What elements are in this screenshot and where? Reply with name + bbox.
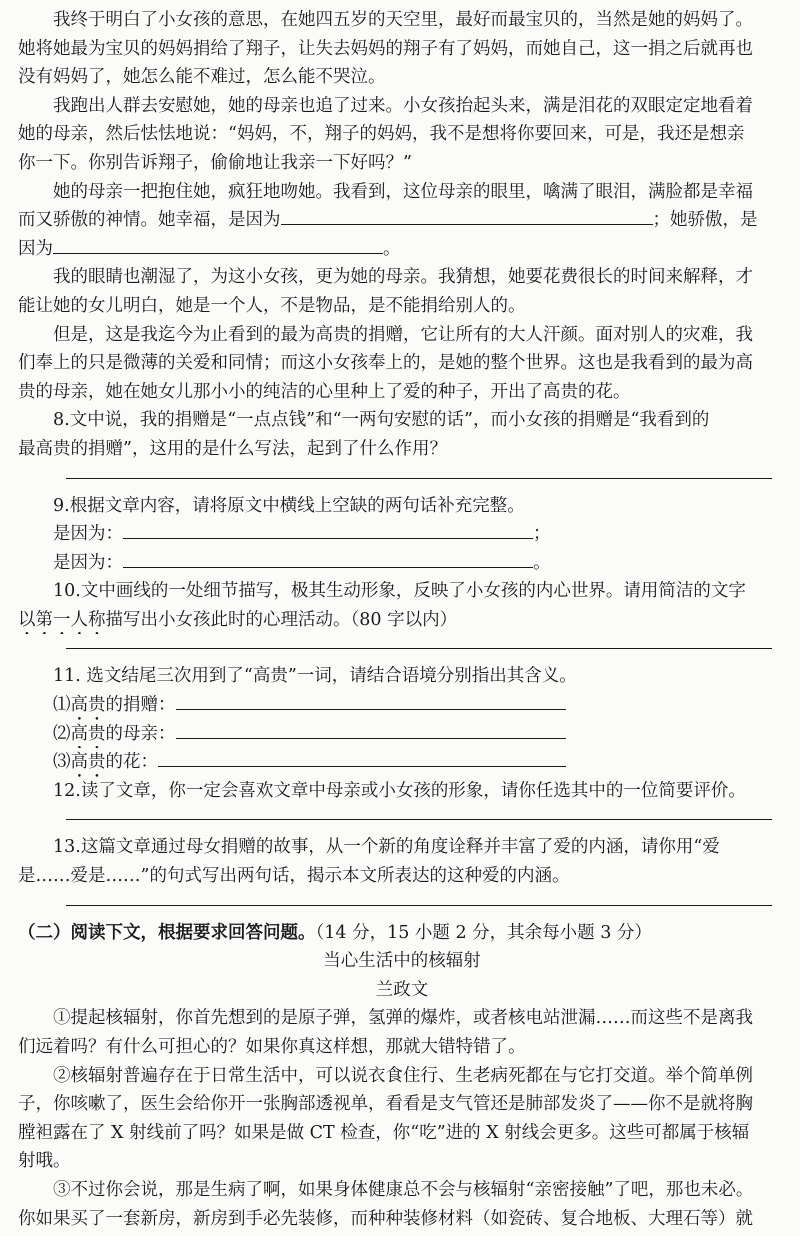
answer-row-q9-1 [18,520,786,549]
story-text: 。 [383,238,401,259]
emphasis-text: 高贵 [70,723,106,744]
article-text-line: 子，你咳嗽了，医生会给你开一张胸部透视单，看看是支气管还是肺部发炎了——你不是就将胸 [18,1094,753,1115]
item-label: 的捐赠： [105,695,176,716]
story-text-line: 她的母亲，然后怯怯地说：“妈妈，不，翔子的妈妈，我不是想将你要回来，可是，我还是想亲 [18,124,745,145]
article-author: 兰政文 [375,979,429,1000]
fill-blank-2[interactable] [53,235,383,254]
section-heading [18,919,786,948]
answer-blank-q9-2[interactable] [123,549,533,568]
answer-blank-q11-2[interactable] [176,720,566,739]
section-heading-note: （14 分，15 小题 2 分，其余每小题 3 分） [315,922,652,943]
story-text-line: 但是，这是我迄今为止看到的最为高贵的捐赠，它让所有的大人汗颜。面对别人的灾难，我 [53,324,753,345]
article-text-line: ①提起核辐射，你首先想到的是原子弹，氢弹的爆炸，或者核电站泄漏……而这些不是离我 [53,1008,753,1029]
article-text-line: 膛袒露在了 X 射线前了吗？如果是做 CT 检查，你“吃”进的 X 射线会更多。这些可都属于核辐 [18,1122,750,1143]
story-text: 而又骄傲的神情。她幸福，是因为 [18,210,281,231]
item-number: ⑴ [53,695,71,716]
article-text-line: ③不过你会说，那是生病了啊，如果身体健康总不会与核辐射“亲密接触”了吧，那也未必。 [53,1179,754,1200]
answer-end: ； [533,524,551,545]
item-number: ⑶ [53,752,71,773]
story-text-line: 她将她最为宝贝的妈妈捐给了翔子，让失去妈妈的翔子有了妈妈，而她自己，这一捐之后就再也 [18,38,753,59]
section-heading-text: （二）阅读下文，根据要求回答问题。 [18,922,316,943]
question-13-cont: 是……爱是……”的句式写出两句话，揭示本文所表达的这种爱的内涵。 [18,866,570,887]
answer-blank-q9-1[interactable] [123,520,533,539]
item-number: ⑵ [53,723,71,744]
story-text-line: 她的母亲一把抱住她，疯狂地吻她。我看到，这位母亲的眼里，噙满了眼泪，满脸都是幸福 [53,181,753,202]
story-text-line: 我终于明白了小女孩的意思，在她四五岁的天空里，最好而最宝贝的，当然是她的妈妈了。 [53,10,753,30]
answer-row-q9-2 [18,549,786,578]
question-12: 12.读了文章，你一定会喜欢文章中母亲或小女孩的形象，请你任选其中的一位简要评价。 [53,780,746,801]
story-text-line-with-blank [18,206,786,235]
question-8-cont: 最高贵的捐赠”，这用的是什么写法，起到了什么作用？ [18,438,447,459]
emphasis-text: 高贵 [70,695,106,716]
question-9: 9.根据文章内容，请将原文中横线上空缺的两句话补充完整。 [53,495,525,516]
answer-row-q11-1 [18,691,786,720]
question-11: 11. 选文结尾三次用到了“高贵”一词，请结合语境分别指出其含义。 [53,666,577,687]
story-text: 因为 [18,238,53,259]
article-title: 当心生活中的核辐射 [323,951,481,972]
answer-line-q12[interactable] [18,805,786,833]
article-text-line: 你如果买了一套新房，新房到手必先装修，而种种装修材料（如瓷砖、复合地板、大理石等）就 [18,1208,753,1229]
story-text-line: 我跑出人群去安慰她，她的母亲也追了过来。小女孩抬起头来，满是泪花的双眼定定地看着 [53,95,753,116]
question-8: 8.文中说，我的捐赠是“一点点钱”和“一两句安慰的话”，而小女孩的捐赠是“我看到的 [53,410,710,431]
item-label: 的母亲： [105,723,176,744]
story-text-line: 们奉上的只是微薄的关爱和同情；而这小女孩奉上的，是她的整个世界。这也是我看到的最为高 [18,353,753,374]
fill-blank-1[interactable] [281,206,653,225]
answer-label: 是因为： [53,524,123,545]
answer-blank-q11-1[interactable] [176,691,566,710]
article-text-line: 们远着吗？有什么可担心的？如果你真这样想，那就大错特错了。 [18,1037,526,1057]
question-text: 描写出小女孩此时的心理活动。（80 字以内） [105,609,458,630]
article-text-line: 射哦。 [18,1151,71,1172]
story-text: ；她骄傲，是 [652,210,758,231]
answer-line-q10[interactable] [18,634,786,662]
story-text-line: 我的眼睛也潮湿了，为这小女孩，更为她的母亲。我猜想，她要花费很长的时间来解释，才 [53,267,753,288]
answer-label: 是因为： [53,552,123,573]
emphasis-text: 以第一人称 [18,609,106,630]
item-label: 的花： [105,752,158,773]
answer-row-q11-2 [18,720,786,749]
story-text-line: 能让她的女儿明白，她是一个人，不是物品，是不能捐给别人的。 [18,295,526,316]
answer-line-q8[interactable] [18,464,786,492]
story-text-line-with-blank [18,235,786,264]
answer-row-q11-3 [18,748,786,777]
story-text-line: 你一下。你别告诉翔子，偷偷地让我亲一下好吗？” [18,152,412,173]
story-text-line: 没有妈妈了，她怎么能不难过，怎么能不哭泣。 [18,67,386,88]
answer-line-q13[interactable] [18,891,786,919]
article-text-line: ②核辐射普遍存在于日常生活中，可以说衣食住行、生老病死都在与它打交道。举个简单例 [53,1065,753,1086]
answer-blank-q11-3[interactable] [158,748,566,767]
story-text-line: 贵的母亲，她在她女儿那小小的纯洁的心里种上了爱的种子，开出了高贵的花。 [18,381,631,402]
emphasis-text: 高贵 [70,752,106,773]
question-10: 10.文中画线的一处细节描写，极其生动形象，反映了小女孩的内心世界。请用简洁的文字 [53,581,746,602]
question-13: 13.这篇文章通过母女捐赠的故事，从一个新的角度诠释并丰富了爱的内涵，请你用“爱 [53,837,720,858]
answer-end: 。 [533,552,551,573]
question-10-cont [18,606,786,635]
